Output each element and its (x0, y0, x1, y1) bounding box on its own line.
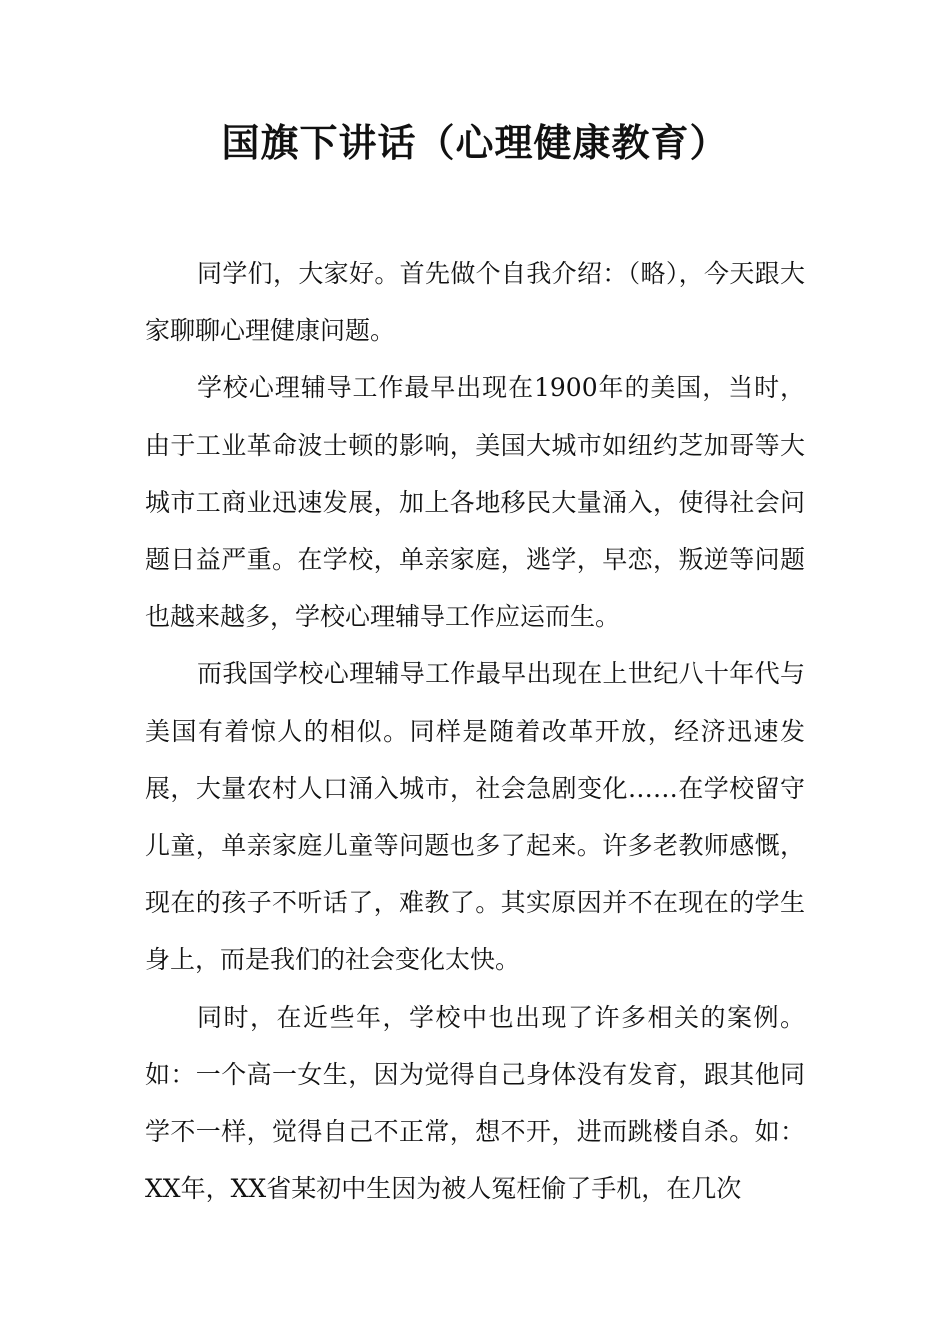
page-title: 国旗下讲话（心理健康教育） (221, 121, 729, 165)
paragraph-us-history: 学校心理辅导工作最早出现在1900年的美国，当时，由于工业革命波士顿的影响，美国大城市如纽约芝加哥等大城市工商业迅速发展，加上各地移民大量涌入，使得社会问题日益严重。在学校，单亲家庭，逃学，早恋，叛逆等问题也越来越多，学校心理辅导工作应运而生。 (145, 373, 805, 632)
paragraph-china-history: 而我国学校心理辅导工作最早出现在上世纪八十年代与美国有着惊人的相似。同样是随着改革开放，经济迅速发展，大量农村人口涌入城市，社会急剧变化……在学校留守儿童，单亲家庭儿童等问题也多了起来。许多老教师感慨，现在的孩子不听话了，难教了。其实原因并不在现在的学生身上，而是我们的社会变化太快。 (145, 659, 805, 975)
paragraph-cases: 同时，在近些年，学校中也出现了许多相关的案例。如：一个高一女生，因为觉得自己身体没有发育，跟其他同学不一样，觉得自己不正常，想不开，进而跳楼自杀。如：XX年，XX省某初中生因为被人冤枉偷了手机，在几次 (145, 1002, 805, 1204)
paragraph-greeting: 同学们，大家好。首先做个自我介绍：（略），今天跟大家聊聊心理健康问题。 (145, 259, 805, 346)
document-body (145, 245, 805, 1217)
